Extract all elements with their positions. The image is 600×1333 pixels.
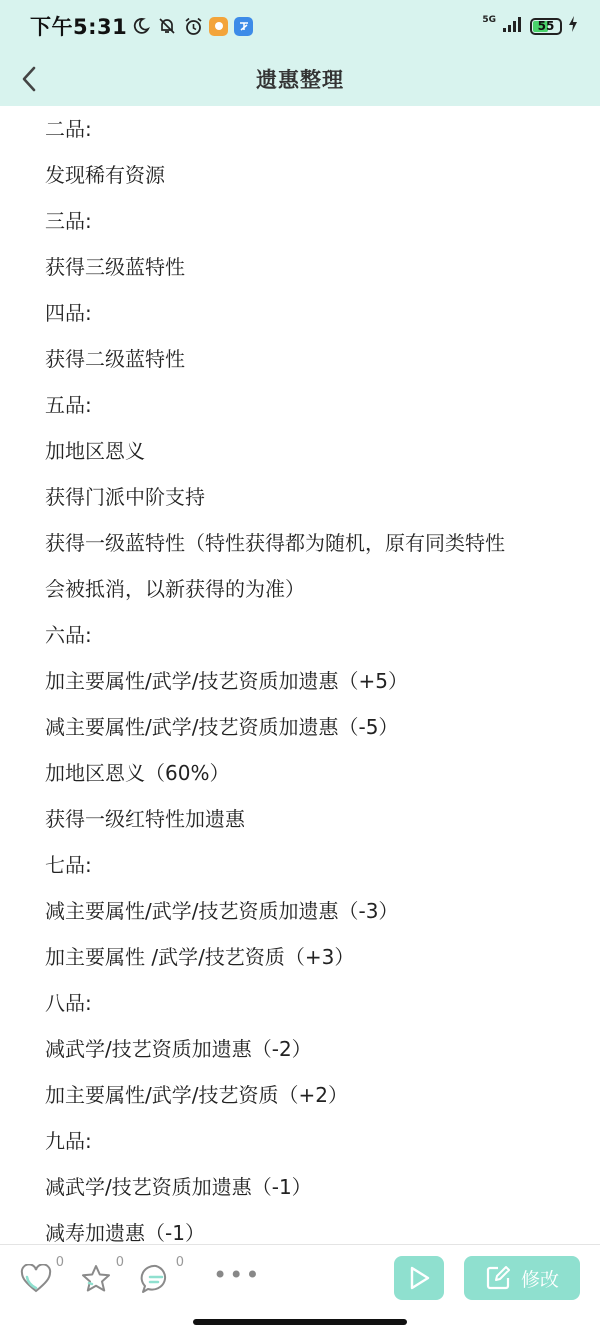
content-line: 获得一级蓝特性（特性获得都为随机，原有同类特性 [45, 531, 505, 555]
star-icon [80, 1263, 112, 1295]
network-label: 5G [482, 15, 496, 25]
comment-icon [140, 1263, 172, 1295]
content-line: 加主要属性/武学/技艺资质加遗惠（+5） [45, 669, 408, 693]
content-line: 六品: [45, 623, 92, 647]
content-line: 七品: [45, 853, 92, 877]
content-line: 减武学/技艺资质加遗惠（-1） [45, 1175, 312, 1199]
charging-icon [568, 16, 578, 36]
favorite-button[interactable] [76, 1255, 124, 1299]
content-line: 九品: [45, 1129, 92, 1153]
content-line: 加主要属性/武学/技艺资质（+2） [45, 1083, 348, 1107]
status-time: 下午5:31 [30, 15, 128, 39]
content-line: 减寿加遗惠（-1） [45, 1221, 205, 1244]
alarm-icon [183, 16, 203, 36]
content-line: 四品: [45, 301, 92, 325]
edit-button-label: 修改 [520, 1268, 559, 1291]
play-button[interactable] [394, 1256, 444, 1300]
content-line: 获得三级蓝特性 [45, 255, 185, 279]
home-indicator[interactable] [193, 1319, 407, 1325]
edit-icon [485, 1265, 511, 1291]
content-line: 减主要属性/武学/技艺资质加遗惠（-3） [45, 899, 399, 923]
comment-count: 0 [175, 1255, 184, 1270]
battery-percent: 55 [537, 19, 555, 33]
content-line: 二品: [45, 117, 92, 141]
content-line: 三品: [45, 209, 92, 233]
favorite-count: 0 [115, 1255, 124, 1270]
app-notification-icon [209, 17, 228, 36]
battery-icon [530, 18, 562, 35]
content-line: 八品: [45, 991, 92, 1015]
content-line: 获得门派中阶支持 [45, 485, 205, 509]
signal-icon [502, 16, 524, 36]
like-count: 0 [55, 1255, 64, 1270]
play-icon [406, 1265, 432, 1291]
content-line: 发现稀有资源 [45, 163, 165, 187]
like-button[interactable] [16, 1255, 64, 1299]
status-bar [0, 0, 600, 52]
status-icons-left [131, 16, 253, 36]
content-line: 获得一级红特性加遗惠 [45, 807, 245, 831]
content-line: 获得二级蓝特性 [45, 347, 185, 371]
back-button[interactable] [12, 62, 46, 96]
content-line: 加地区恩义（60%） [45, 761, 230, 785]
content-line: 会被抵消，以新获得的为准） [45, 577, 305, 601]
moon-icon [131, 16, 151, 36]
content-line: 加地区恩义 [45, 439, 145, 463]
comment-button[interactable] [136, 1255, 184, 1299]
article-content [0, 106, 600, 1244]
heart-icon [20, 1264, 52, 1294]
translate-app-icon [234, 17, 253, 36]
status-icons-right [482, 16, 578, 36]
content-line: 减主要属性/武学/技艺资质加遗惠（-5） [45, 715, 399, 739]
content-line: 减武学/技艺资质加遗惠（-2） [45, 1037, 312, 1061]
more-options-button[interactable]: ••• [213, 1261, 262, 1289]
content-line: 五品: [45, 393, 92, 417]
page-title: 遗惠整理 [256, 68, 344, 92]
nav-bar [0, 52, 600, 106]
bell-off-icon [157, 16, 177, 36]
content-line: 加主要属性 /武学/技艺资质（+3） [45, 945, 355, 969]
edit-button[interactable] [464, 1256, 580, 1300]
back-arrow-icon [21, 66, 37, 92]
